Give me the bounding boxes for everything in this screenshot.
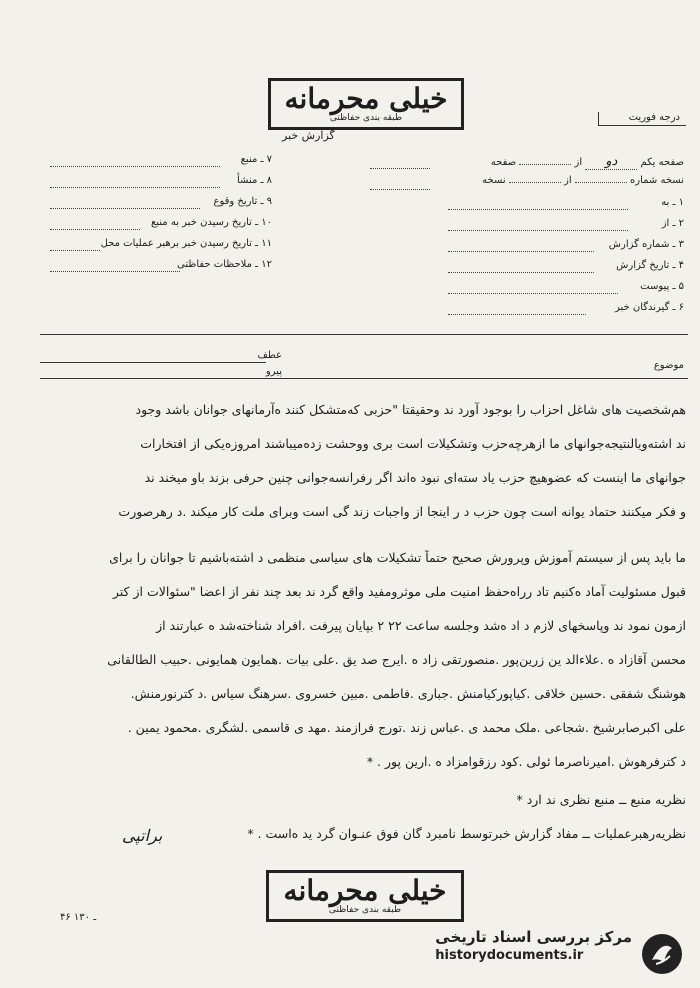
body-line: و فکر میکنند حتماد یوانه است چون حزب د ر اینجا از واجبات زند گی است وبرای ملت کار میکند .د رهرصورت: [118, 504, 686, 519]
reference-label: عطف: [257, 350, 282, 361]
handwritten-value: دو: [585, 154, 637, 170]
field-end: صفحه: [490, 157, 517, 168]
body-line: علی اکبرصابرشیخ .شجاعی .ملک محمد ی .عباس زند .تورج فرازمند .مهد ی قاسمی .لشگری .محمود یمین .: [127, 720, 686, 735]
field-event-date: ۹ ـ تاریخ وقوع: [213, 196, 272, 207]
source-opinion: نظریه منبع ــ منبع نظری ند ارد *: [516, 792, 686, 807]
body-line: قبول مسئولیت آماد ه‌کنیم تاد رراه‌حفظ امنیت ملی مو‌ثرومفید واقع گرد ند بعد چند نفر از اعضا "سئوالات از کتر: [112, 584, 686, 599]
watermark-text: مرکز بررسی اسناد تاریخی: [435, 928, 632, 946]
watermark: [435, 928, 682, 963]
body-line: جوانهای ما اینست که عضوهیچ حزب یاد سته‌ای نبود ه‌اند اگر رفرانسه‌جوانی چنین حرفی بزند باو میخند ند: [144, 470, 686, 485]
handwritten-signature: براتپی: [122, 826, 163, 845]
field-report-date: ۴ ـ تاریخ گزارش: [616, 260, 684, 271]
field-label: صفحه یکم: [640, 157, 684, 168]
body-line: محسن آقازاد ه .علاء‌الد ین زرین‌پور .منصورتقی زاد ه .ایرج صد یق .علی بیات .همایون همایونی .حبیب الطالقانی: [107, 652, 686, 667]
field-security-notes: ۱۲ ـ ملاحظات حفاظتی: [177, 259, 272, 270]
field-origin: ۸ ـ منشأ: [236, 175, 272, 186]
classification-stamp-top: [268, 78, 464, 130]
body-line: ند اشته‌ویالنتیجه‌جوانهای ما ازهرچه‌حزب وتشکیلات است بری ووحشت زده‌میباشند امروزه‌یکی از افتخارات: [140, 436, 686, 451]
field-to: ۱ ـ به: [661, 197, 684, 208]
field-recipients: ۶ ـ گیرندگان خبر: [614, 302, 684, 313]
field-source-received-date: ۱۰ ـ تاریخ رسیدن خبر به منبع: [150, 217, 272, 228]
stamp-title: خیلی محرمانه: [283, 874, 447, 907]
field-label: نسخه شماره: [630, 175, 684, 186]
body-line: هم‌شخصیت های شاغل احزاب را بوجود آورد ند وحقیقتا "حزبی که‌متشکل کنند ه‌آرمانهای جوانان باشد وجود: [135, 402, 686, 417]
classification-stamp-bottom: [266, 870, 464, 922]
urgency-label: درجه فوریت: [598, 112, 686, 126]
field-page-number: [491, 154, 684, 170]
field-end: نسخه: [482, 175, 506, 186]
stamp-subtitle: طبقه بندی حفاظتی: [329, 113, 403, 123]
field-source: ۷ ـ منبع: [240, 154, 272, 165]
watermark-url: historydocuments.ir: [435, 948, 584, 963]
stamp-title: خیلی محرمانه: [284, 82, 448, 115]
body-line: د کترفرهوش .امیرناصرما ئولی .کود رزقوامزاد ه .ارین پور . *: [366, 754, 686, 769]
stamp-subtitle: طبقه بندی حفاظتی: [328, 905, 402, 915]
body-line: هوشنگ شفقی .حسین خلاقی .کیاپورکیامنش .جباری .فاطمی .مبین خسروی .سرهنگ سیاس .د کترنورمنش.: [130, 686, 686, 701]
field-attachment: ۵ ـ پیوست: [640, 281, 684, 292]
report-label: گزارش خبر: [282, 129, 335, 142]
subject-label: موضوع: [653, 360, 684, 371]
field-mid: از: [564, 175, 572, 186]
field-mid: از: [574, 157, 583, 168]
field-from: ۲ ـ از: [661, 218, 684, 229]
body-line: ما باید پس از سیستم آموزش وپرورش صحیح حتماً تشکیلات های سیاسی منظمی د اشته‌باشیم تا جوانان را برای: [109, 550, 686, 565]
operations-leader-opinion: نظریه‌رهبرعملیات ــ مفاد گزارش خبرتوسط نامبرد گان فوق عنـوان گرد ید ه‌است . *: [247, 826, 686, 841]
field-report-number: ۳ ـ شماره گزارش: [608, 239, 684, 250]
archive-logo-icon: [640, 932, 684, 976]
field-local-received-date: ۱۱ ـ تاریخ رسیدن خبر برهبر عملیات محل: [100, 238, 272, 249]
footer-number: ۴۶ ـ ۱۳۰: [60, 912, 97, 923]
body-line: ازمون نمود ند وپاسخهای لازم د اد ه‌شد وجلسه ساعت ۲۲ ۲ بپایان پیرفت .افراد شناخته‌شد ه عبارتند از: [156, 618, 686, 633]
followup-label: پیرو: [265, 366, 282, 377]
field-copy-number: [482, 175, 684, 186]
